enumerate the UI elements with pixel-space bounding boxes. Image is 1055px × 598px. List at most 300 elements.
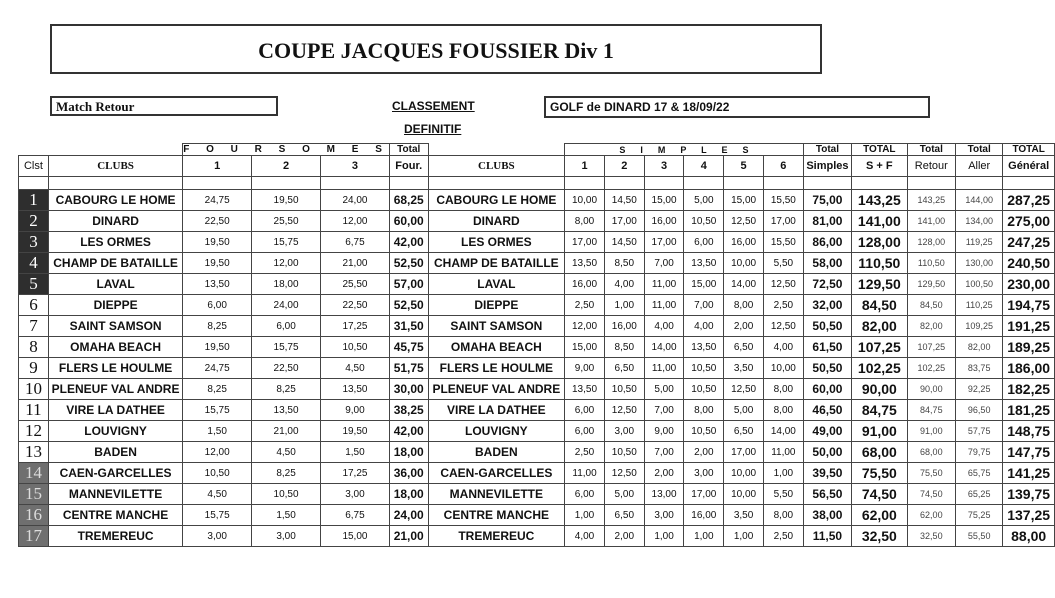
simple-1: 4,00 [565,526,605,547]
rank-cell: 8 [19,337,49,358]
table-row [19,505,1055,526]
simples-total: 50,50 [803,316,851,337]
simple-2: 4,00 [604,274,644,295]
foursome-1: 19,50 [183,253,252,274]
simple-6: 12,50 [763,316,803,337]
foursomes-total: 36,00 [389,463,428,484]
simple-4: 10,50 [684,421,724,442]
foursomes-total: 52,50 [389,253,428,274]
simple-4: 7,00 [684,295,724,316]
total-general: 247,25 [1003,232,1055,253]
foursomes-total: 21,00 [389,526,428,547]
total-aller: 65,25 [956,484,1003,505]
club-name: CENTRE MANCHE [48,505,182,526]
simple-1: 8,00 [565,211,605,232]
total-aller: 96,50 [956,400,1003,421]
simple-4: 3,00 [684,463,724,484]
foursome-3: 24,00 [321,190,390,211]
club-name: LAVAL [48,274,182,295]
simple-3: 7,00 [644,442,684,463]
total-sf: 74,50 [852,484,907,505]
club-name: FLERS LE HOULME [48,358,182,379]
total-aller: 134,00 [956,211,1003,232]
simples-total: 61,50 [803,337,851,358]
club-name-2: OMAHA BEACH [428,337,565,358]
simple-1: 13,50 [565,253,605,274]
club-name: LES ORMES [48,232,182,253]
simple-1: 12,00 [565,316,605,337]
foursome-3: 6,75 [321,505,390,526]
club-name: OMAHA BEACH [48,337,182,358]
foursome-3: 17,25 [321,316,390,337]
foursome-2: 1,50 [252,505,321,526]
foursome-3: 22,50 [321,295,390,316]
simple-6: 5,50 [763,484,803,505]
simple-1: 17,00 [565,232,605,253]
total-sf: 84,50 [852,295,907,316]
f2-header: 2 [252,156,321,177]
total-sf: 143,25 [852,190,907,211]
foursome-1: 22,50 [183,211,252,232]
total-general: 141,25 [1003,463,1055,484]
total-general: 148,75 [1003,421,1055,442]
total-general: 189,25 [1003,337,1055,358]
simples-total: 75,00 [803,190,851,211]
simple-1: 10,00 [565,190,605,211]
clst-header: Clst [19,156,49,177]
simple-2: 12,50 [604,400,644,421]
total-aller: 75,25 [956,505,1003,526]
total-aller: 130,00 [956,253,1003,274]
foursomes-total: 57,00 [389,274,428,295]
golf-box [544,96,930,118]
simple-2: 8,50 [604,337,644,358]
foursome-2: 25,50 [252,211,321,232]
club-name: CHAMP DE BATAILLE [48,253,182,274]
match-label: Match Retour [56,99,135,114]
club-name-2: MANNEVILETTE [428,484,565,505]
club-name: CAEN-GARCELLES [48,463,182,484]
club-name: PLENEUF VAL ANDRE [48,379,182,400]
simple-2: 14,50 [604,190,644,211]
simple-5: 8,00 [724,295,764,316]
total-aller: 144,00 [956,190,1003,211]
club-name-2: DINARD [428,211,565,232]
rank-cell: 5 [19,274,49,295]
rank-cell: 14 [19,463,49,484]
foursome-3: 9,00 [321,400,390,421]
table-row [19,463,1055,484]
total-retour: 84,50 [907,295,956,316]
club-name-2: SAINT SAMSON [428,316,565,337]
simple-5: 15,00 [724,190,764,211]
foursomes-total: 51,75 [389,358,428,379]
club-name-2: CENTRE MANCHE [428,505,565,526]
rank-cell: 13 [19,442,49,463]
table-row [19,526,1055,547]
club-name: CABOURG LE HOME [48,190,182,211]
simples-total: 86,00 [803,232,851,253]
s3-header: 3 [644,156,684,177]
simple-1: 6,00 [565,421,605,442]
simples-total: 72,50 [803,274,851,295]
simple-6: 8,00 [763,505,803,526]
total-general: 137,25 [1003,505,1055,526]
simple-5: 10,00 [724,484,764,505]
total-sf: 91,00 [852,421,907,442]
total-general: 181,25 [1003,400,1055,421]
club-name-2: CABOURG LE HOME [428,190,565,211]
spacer-row [19,177,1055,190]
total-retour: 129,50 [907,274,956,295]
total-retour: 84,75 [907,400,956,421]
simple-5: 12,50 [724,211,764,232]
simple-5: 12,50 [724,379,764,400]
simple-6: 5,50 [763,253,803,274]
simple-6: 8,00 [763,379,803,400]
simples-total: 46,50 [803,400,851,421]
table-row [19,274,1055,295]
simples-total: 50,00 [803,442,851,463]
total-general: 88,00 [1003,526,1055,547]
table-row [19,190,1055,211]
club-name: VIRE LA DATHEE [48,400,182,421]
total-sf: 82,00 [852,316,907,337]
total-sf: 128,00 [852,232,907,253]
simple-2: 10,50 [604,442,644,463]
simple-3: 11,00 [644,274,684,295]
foursome-1: 13,50 [183,274,252,295]
simple-3: 3,00 [644,505,684,526]
foursome-1: 19,50 [183,232,252,253]
simple-5: 6,50 [724,421,764,442]
foursome-3: 15,00 [321,526,390,547]
simples-total: 81,00 [803,211,851,232]
title-box [50,24,822,74]
s6-header: 6 [763,156,803,177]
clubs-header: CLUBS [48,156,182,177]
total-aller: 82,00 [956,337,1003,358]
total-general: 194,75 [1003,295,1055,316]
total-general: 147,75 [1003,442,1055,463]
simple-6: 8,00 [763,400,803,421]
total-aller: 55,50 [956,526,1003,547]
foursomes-total: 38,25 [389,400,428,421]
total-aller: 83,75 [956,358,1003,379]
header-row [19,156,1055,177]
foursome-1: 10,50 [183,463,252,484]
total-aller: 79,75 [956,442,1003,463]
simple-3: 16,00 [644,211,684,232]
simple-6: 2,50 [763,526,803,547]
simples-total: 32,00 [803,295,851,316]
simple-2: 8,50 [604,253,644,274]
rank-cell: 16 [19,505,49,526]
club-name-2: BADEN [428,442,565,463]
rank-cell: 17 [19,526,49,547]
club-name-2: FLERS LE HOULME [428,358,565,379]
total-simples-header-top: Total [803,144,851,156]
foursome-2: 12,00 [252,253,321,274]
f1-header: 1 [183,156,252,177]
foursome-3: 25,50 [321,274,390,295]
total-general: 275,00 [1003,211,1055,232]
simple-1: 15,00 [565,337,605,358]
simples-total: 11,50 [803,526,851,547]
total-sf: 129,50 [852,274,907,295]
foursome-2: 8,25 [252,379,321,400]
simples-total: 60,00 [803,379,851,400]
foursome-3: 10,50 [321,337,390,358]
foursome-2: 19,50 [252,190,321,211]
foursome-3: 3,00 [321,484,390,505]
total-sf-header-top: TOTAL [852,144,907,156]
total-sf: 107,25 [852,337,907,358]
simple-6: 14,00 [763,421,803,442]
total-general: 182,25 [1003,379,1055,400]
simple-3: 7,00 [644,400,684,421]
simple-1: 9,00 [565,358,605,379]
simple-5: 10,00 [724,253,764,274]
foursomes-total: 68,25 [389,190,428,211]
simple-1: 11,00 [565,463,605,484]
total-retour: 82,00 [907,316,956,337]
simple-4: 10,50 [684,211,724,232]
clubs-header-2: CLUBS [428,156,565,177]
total-general: 240,50 [1003,253,1055,274]
total-sf: 102,25 [852,358,907,379]
simple-5: 2,00 [724,316,764,337]
total-retour: 91,00 [907,421,956,442]
club-name: LOUVIGNY [48,421,182,442]
foursome-2: 21,00 [252,421,321,442]
simple-2: 2,00 [604,526,644,547]
simple-4: 13,50 [684,337,724,358]
table-row [19,295,1055,316]
rank-cell: 9 [19,358,49,379]
simples-total: 58,00 [803,253,851,274]
simple-6: 1,00 [763,463,803,484]
total-aller: 57,75 [956,421,1003,442]
rank-cell: 4 [19,253,49,274]
simple-1: 6,00 [565,400,605,421]
total-retour: 32,50 [907,526,956,547]
total-sf: 32,50 [852,526,907,547]
club-name-2: PLENEUF VAL ANDRE [428,379,565,400]
results-table [18,143,1055,547]
simple-3: 7,00 [644,253,684,274]
foursome-1: 8,25 [183,379,252,400]
simple-5: 3,50 [724,505,764,526]
simple-4: 15,00 [684,274,724,295]
foursome-3: 19,50 [321,421,390,442]
simple-3: 17,00 [644,232,684,253]
total-aller-header-top: Total [956,144,1003,156]
simple-5: 5,00 [724,400,764,421]
foursome-3: 12,00 [321,211,390,232]
simple-4: 5,00 [684,190,724,211]
foursomes-total: 52,50 [389,295,428,316]
foursome-2: 22,50 [252,358,321,379]
table-row [19,484,1055,505]
table-row [19,358,1055,379]
total-retour: 128,00 [907,232,956,253]
total-retour-header-top: Total [907,144,956,156]
foursomes-total: 42,00 [389,421,428,442]
foursome-2: 13,50 [252,400,321,421]
simple-2: 6,50 [604,505,644,526]
simple-2: 10,50 [604,379,644,400]
simples-total: 56,50 [803,484,851,505]
total-sf: 141,00 [852,211,907,232]
retour-header: Retour [907,156,956,177]
foursome-3: 6,75 [321,232,390,253]
club-name: BADEN [48,442,182,463]
total-general: 230,00 [1003,274,1055,295]
simple-4: 1,00 [684,526,724,547]
rank-cell: 6 [19,295,49,316]
club-name: TREMEREUC [48,526,182,547]
club-name: MANNEVILETTE [48,484,182,505]
sf-header: S + F [852,156,907,177]
rank-cell: 11 [19,400,49,421]
simple-4: 10,50 [684,379,724,400]
total-general: 287,25 [1003,190,1055,211]
total-aller: 65,75 [956,463,1003,484]
foursome-2: 10,50 [252,484,321,505]
s5-header: 5 [724,156,764,177]
header-row-top [19,144,1055,156]
foursome-1: 19,50 [183,337,252,358]
simple-4: 17,00 [684,484,724,505]
foursome-3: 17,25 [321,463,390,484]
simple-5: 16,00 [724,232,764,253]
simple-5: 6,50 [724,337,764,358]
total-general: 191,25 [1003,316,1055,337]
simple-6: 4,00 [763,337,803,358]
simple-6: 11,00 [763,442,803,463]
foursomes-total: 60,00 [389,211,428,232]
total-sf: 84,75 [852,400,907,421]
total-general: 139,75 [1003,484,1055,505]
classement-label: CLASSEMENT [392,99,475,113]
foursome-2: 18,00 [252,274,321,295]
table-row [19,400,1055,421]
simple-3: 13,00 [644,484,684,505]
total-aller: 92,25 [956,379,1003,400]
simple-2: 14,50 [604,232,644,253]
total-retour: 62,00 [907,505,956,526]
foursome-1: 4,50 [183,484,252,505]
foursomes-total: 45,75 [389,337,428,358]
simples-total: 38,00 [803,505,851,526]
club-name: SAINT SAMSON [48,316,182,337]
total-retour: 107,25 [907,337,956,358]
f3-header: 3 [321,156,390,177]
rank-cell: 10 [19,379,49,400]
foursome-1: 15,75 [183,400,252,421]
simple-4: 13,50 [684,253,724,274]
rank-cell: 3 [19,232,49,253]
rank-cell: 15 [19,484,49,505]
simple-1: 2,50 [565,295,605,316]
total-retour: 74,50 [907,484,956,505]
foursomes-total: 31,50 [389,316,428,337]
table-row [19,337,1055,358]
foursome-3: 21,00 [321,253,390,274]
club-name-2: TREMEREUC [428,526,565,547]
club-name-2: VIRE LA DATHEE [428,400,565,421]
table-row [19,442,1055,463]
foursome-2: 24,00 [252,295,321,316]
table-row [19,421,1055,442]
foursome-2: 8,25 [252,463,321,484]
simple-3: 14,00 [644,337,684,358]
total-aller: 110,25 [956,295,1003,316]
total-sf: 75,50 [852,463,907,484]
club-name-2: DIEPPE [428,295,565,316]
club-name-2: LES ORMES [428,232,565,253]
foursome-1: 24,75 [183,190,252,211]
simple-1: 6,00 [565,484,605,505]
simple-4: 6,00 [684,232,724,253]
foursomes-total: 30,00 [389,379,428,400]
simple-4: 2,00 [684,442,724,463]
page-title: COUPE JACQUES FOUSSIER Div 1 [258,38,614,63]
foursome-1: 15,75 [183,505,252,526]
simple-3: 2,00 [644,463,684,484]
foursomes-total: 24,00 [389,505,428,526]
table-row [19,379,1055,400]
simple-2: 16,00 [604,316,644,337]
s4-header: 4 [684,156,724,177]
foursomes-header: F O U R S O M E S [183,144,389,155]
foursome-2: 6,00 [252,316,321,337]
foursome-1: 24,75 [183,358,252,379]
simples-total-header: Simples [803,156,851,177]
simple-5: 1,00 [724,526,764,547]
foursome-1: 3,00 [183,526,252,547]
total-general-header-top: TOTAL [1003,144,1055,156]
rank-cell: 12 [19,421,49,442]
foursome-2: 15,75 [252,232,321,253]
rank-cell: 1 [19,190,49,211]
simple-6: 2,50 [763,295,803,316]
total-aller: 109,25 [956,316,1003,337]
simple-5: 14,00 [724,274,764,295]
simple-5: 10,00 [724,463,764,484]
aller-header: Aller [956,156,1003,177]
simple-2: 1,00 [604,295,644,316]
simple-5: 17,00 [724,442,764,463]
total-retour: 75,50 [907,463,956,484]
simple-2: 5,00 [604,484,644,505]
simple-6: 15,50 [763,190,803,211]
foursome-2: 4,50 [252,442,321,463]
foursome-1: 8,25 [183,316,252,337]
foursomes-total: 18,00 [389,484,428,505]
total-retour: 68,00 [907,442,956,463]
simple-3: 9,00 [644,421,684,442]
total-retour: 90,00 [907,379,956,400]
table-row [19,232,1055,253]
simple-1: 16,00 [565,274,605,295]
simple-1: 13,50 [565,379,605,400]
total-retour: 143,25 [907,190,956,211]
simples-total: 39,50 [803,463,851,484]
foursome-3: 13,50 [321,379,390,400]
total-retour: 102,25 [907,358,956,379]
